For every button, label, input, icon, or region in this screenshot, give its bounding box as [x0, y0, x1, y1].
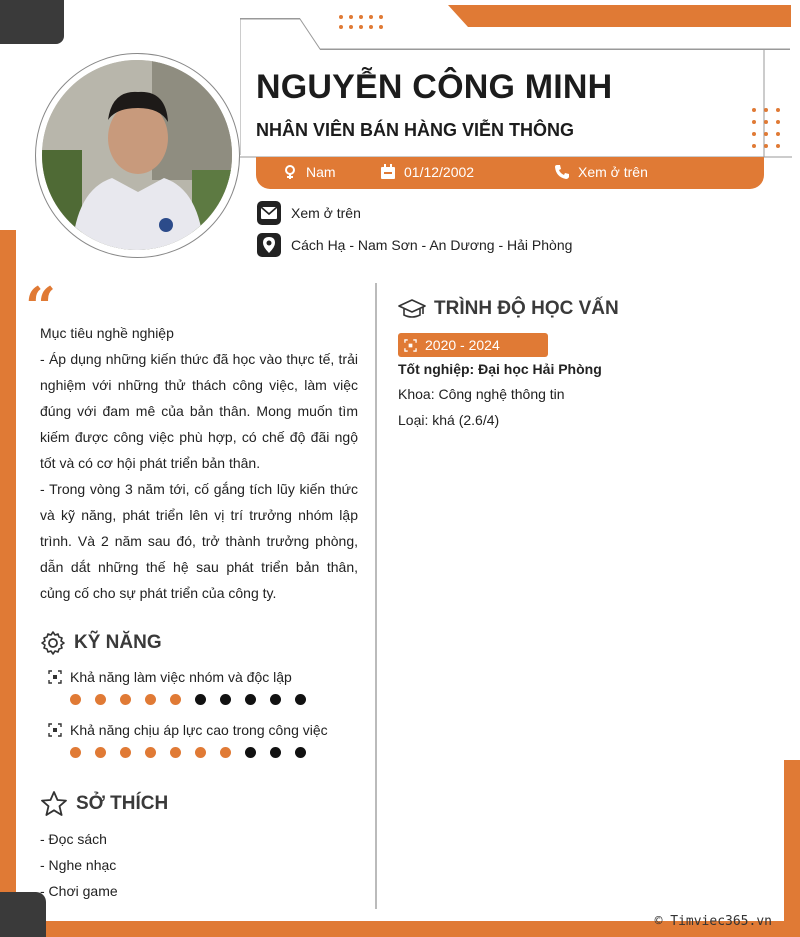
contact-email [257, 201, 361, 225]
skill-name: Khả năng chịu áp lực cao trong công việc [70, 722, 328, 738]
right-accent-band [784, 760, 800, 937]
location-pin-icon [257, 233, 281, 257]
hobby-item: - Nghe nhạc [40, 857, 117, 873]
contact-address [257, 233, 572, 257]
rating-dot-filled [70, 747, 81, 758]
rating-dot-filled [145, 747, 156, 758]
hobby-item: - Đọc sách [40, 831, 107, 847]
objective-paragraph: - Áp dụng những kiến thức đã học vào thực tế, trải nghiệm với những thử thách công việc, làm việc đúng với đam mê của bản thân. Mong muốn tìm kiếm được công việc phù hợp, có chế độ đãi ngộ tốt và có cơ hội phát triển bản thân. [40, 351, 358, 471]
skill-item [48, 669, 292, 685]
rating-dot-empty [245, 694, 256, 705]
graduation-cap-icon [398, 298, 426, 320]
rating-dot-filled [95, 747, 106, 758]
skill-item [48, 722, 328, 738]
info-bar [256, 157, 764, 189]
rating-dot-empty [270, 747, 281, 758]
rating-dot-filled [145, 694, 156, 705]
education-period-badge [398, 333, 548, 357]
candidate-name: NGUYỄN CÔNG MINH [256, 68, 613, 106]
rating-dot-filled [220, 747, 231, 758]
education-period: 2020 - 2024 [425, 337, 500, 353]
phone-field [554, 164, 648, 180]
phone-icon [554, 164, 570, 180]
education-faculty: Khoa: Công nghệ thông tin [398, 386, 565, 402]
phone-value: Xem ở trên [578, 164, 648, 180]
rating-dot-empty [195, 694, 206, 705]
gear-icon [40, 630, 66, 656]
skill-rating [70, 694, 306, 705]
dot-pattern-top [339, 15, 383, 29]
birthdate-value: 01/12/2002 [404, 164, 475, 180]
job-title: NHÂN VIÊN BÁN HÀNG VIỄN THÔNG [256, 120, 575, 140]
rating-dot-empty [270, 694, 281, 705]
email-icon [257, 201, 281, 225]
skills-section-title [40, 630, 162, 656]
skill-name: Khả năng làm việc nhóm và độc lập [70, 669, 292, 685]
left-accent-band [0, 230, 16, 937]
dot-pattern-right [752, 108, 780, 148]
education-grade: Loại: khá (2.6/4) [398, 412, 500, 428]
rating-dot-empty [245, 747, 256, 758]
rating-dot-filled [70, 694, 81, 705]
gender-field [282, 164, 336, 180]
objective-paragraph: - Trong vòng 3 năm tới, cố gắng tích lũy kiến thức và kỹ năng, phát triển lên vị trí trưởng nhóm lập trình. Và 2 năm sau đó, trở thành trưởng phòng, dẫn dắt những thế hệ sau phát triển bản thân, củng cố cho sự phát triển của công ty. [40, 481, 358, 601]
email-value: Xem ở trên [291, 205, 361, 221]
watermark: © Timviec365.vn [654, 914, 772, 929]
quote-icon: “ [25, 275, 57, 339]
avatar [42, 60, 232, 250]
rating-dot-empty [220, 694, 231, 705]
focus-icon [48, 723, 62, 737]
skills-title: KỸ NĂNG [74, 632, 162, 653]
hobbies-section-title [40, 791, 168, 817]
objective-heading: Mục tiêu nghề nghiệp [40, 325, 174, 341]
hobbies-title: SỞ THÍCH [76, 793, 169, 814]
calendar-icon [380, 164, 396, 180]
focus-icon [48, 670, 62, 684]
star-icon [40, 791, 68, 817]
rating-dot-filled [120, 747, 131, 758]
rating-dot-filled [120, 694, 131, 705]
corner-decoration-top-left [0, 0, 64, 44]
skill-rating [70, 747, 306, 758]
education-school: Tốt nghiệp: Đại học Hải Phòng [398, 361, 602, 377]
rating-dot-filled [195, 747, 206, 758]
address-value: Cách Hạ - Nam Sơn - An Dương - Hải Phòng [291, 237, 573, 253]
focus-icon [404, 339, 417, 352]
education-section-title [398, 298, 619, 320]
rating-dot-filled [170, 747, 181, 758]
gender-icon [282, 164, 298, 180]
rating-dot-empty [295, 747, 306, 758]
education-title: TRÌNH ĐỘ HỌC VẤN [434, 298, 619, 319]
career-objective [40, 320, 358, 606]
hobby-item: - Chơi game [40, 883, 118, 899]
birthdate-field [380, 164, 474, 180]
rating-dot-filled [170, 694, 181, 705]
column-divider [375, 283, 377, 909]
rating-dot-empty [295, 694, 306, 705]
rating-dot-filled [95, 694, 106, 705]
gender-value: Nam [306, 164, 336, 180]
